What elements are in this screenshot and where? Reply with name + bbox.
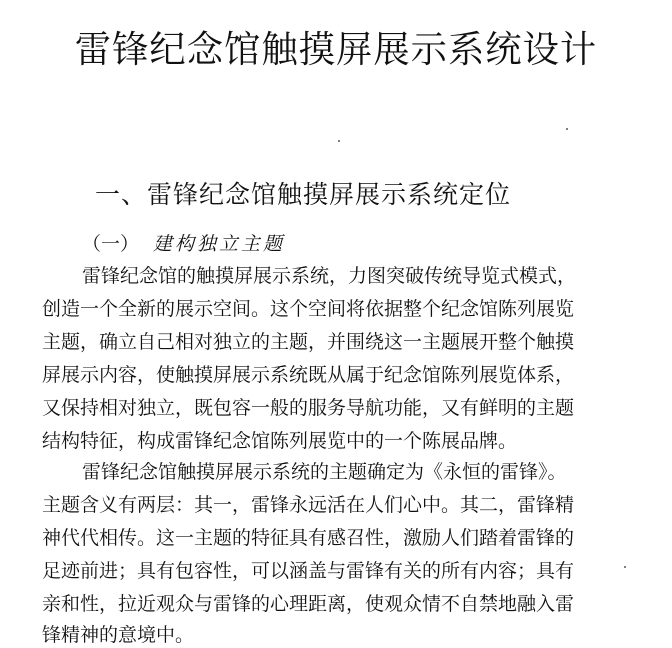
paragraph-2-line: 神代代相传。这一主题的特征具有感召性，激励人们踏着雷锋的 [42, 527, 575, 549]
sub-heading [82, 231, 285, 257]
scan-speck [338, 140, 340, 142]
paragraph-2-line: 雷锋纪念馆触摸屏展示系统的主题确定为《永恒的雷锋》。 [82, 461, 567, 483]
paragraph-1-line: 屏展示内容，使触摸屏展示系统既从属于纪念馆陈列展览体系， [42, 364, 575, 386]
paragraph-1-line: 主题，确立自己相对独立的主题，并围绕这一主题展开整个触摸 [42, 331, 575, 353]
sub-heading-title: 建构独立主题 [153, 233, 286, 255]
paragraph-1-line: 创造一个全新的展示空间。这个空间将依据整个纪念馆陈列展览 [42, 298, 575, 320]
section-heading: 一、雷锋纪念馆触摸屏展示系统定位 [95, 180, 512, 209]
document-title: 雷锋纪念馆触摸屏展示系统设计 [74, 28, 598, 71]
paragraph-2-line: 亲和性，拉近观众与雷锋的心理距离，使观众情不自禁地融入雷 [42, 593, 575, 615]
paragraph-1-line: 结构特征，构成雷锋纪念馆陈列展览中的一个陈展品牌。 [42, 430, 518, 452]
paragraph-1-line: 雷锋纪念馆的触摸屏展示系统，力图突破传统导览式模式， [82, 265, 577, 287]
paragraph-2-line: 足迹前进；具有包容性，可以涵盖与雷锋有关的所有内容；具有 [42, 560, 575, 582]
paragraph-2-line: 主题含义有两层：其一，雷锋永远活在人们心中。其二，雷锋精 [42, 494, 575, 516]
paragraph-2-line: 锋精神的意境中。 [42, 624, 195, 646]
paragraph-1-line: 又保持相对独立，既包容一般的服务导航功能，又有鲜明的主题 [42, 397, 575, 419]
scan-speck [566, 128, 568, 130]
scan-speck [624, 566, 626, 568]
sub-heading-number: （一） [82, 233, 140, 255]
